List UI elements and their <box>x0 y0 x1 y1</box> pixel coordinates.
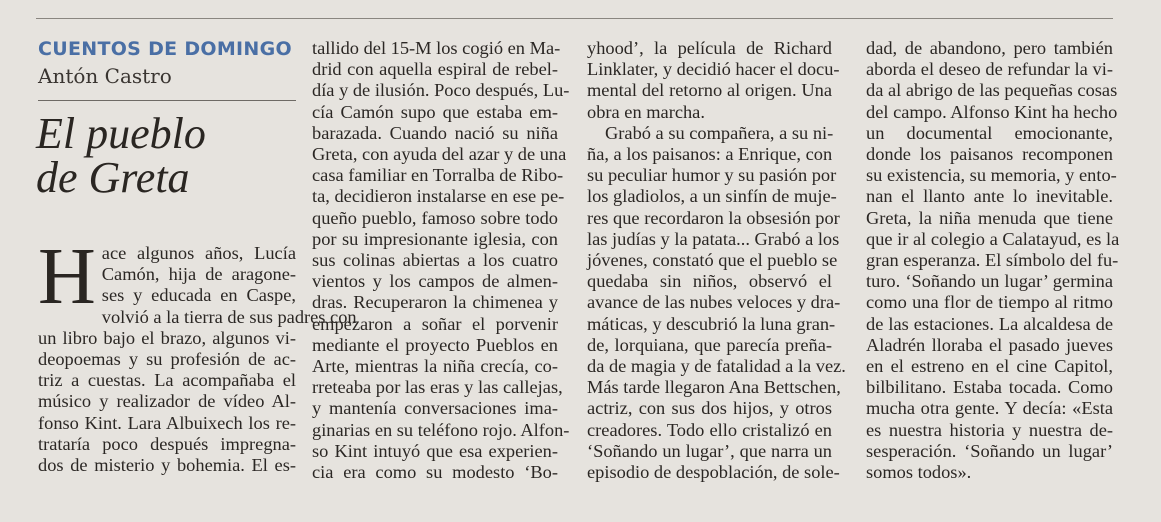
text-line: los gladiolos, a un sinfín de muje- <box>587 186 837 207</box>
headline <box>36 109 298 202</box>
text-line: quedaba sin niños, observó el <box>587 271 832 292</box>
text-line: máticas, y descubrió la luna gran- <box>587 313 836 334</box>
text-line: cia era como su modesto ‘Bo- <box>312 462 558 483</box>
article-column-3 <box>587 38 846 483</box>
text-line: en el estreno en el cine Capitol, <box>866 356 1113 377</box>
text-line: es nuestra historia y nuestra de- <box>866 419 1113 440</box>
headline-line: de Greta <box>36 153 190 202</box>
drop-cap: H <box>38 233 96 321</box>
text-line: Linklater, y decidió hacer el docu- <box>587 59 840 80</box>
text-line: queño pueblo, famoso sobre todo <box>312 207 558 228</box>
text-line: jóvenes, constató que el pueblo se <box>587 250 838 271</box>
text-line: Grabó a su compañera, a su ni- <box>605 122 834 143</box>
text-line: ta, decidieron instalarse en ese pe- <box>312 186 565 207</box>
text-line: da de magia y de fatalidad a la vez. <box>587 356 846 377</box>
text-line: obra en marcha. <box>587 101 705 122</box>
text-line: donde los paisanos recomponen <box>866 144 1113 165</box>
text-line: mental del retorno al origen. Una <box>587 80 832 101</box>
text-line: Arte, mientras la niña crecía, co- <box>312 356 558 377</box>
text-line: deopoemas y su profesión de ac- <box>38 349 296 370</box>
bleed-through-text <box>0 0 1161 16</box>
text-line: un libro bajo el brazo, algunos vi- <box>38 327 296 348</box>
text-line: y mantenía conversaciones ima- <box>312 398 558 419</box>
text-line: mediante el proyecto Pueblos en <box>312 334 558 355</box>
byline-rule <box>38 100 296 101</box>
text-line: músico y realizador de vídeo Al- <box>38 391 296 412</box>
text-line: da al abrigo de las pequeñas cosas <box>866 80 1118 101</box>
text-line: como una flor de tiempo al ritmo <box>866 292 1113 313</box>
article-column-4 <box>866 38 1120 483</box>
text-line: volvió a la tierra de sus padres con <box>101 306 357 327</box>
headline-line: El pueblo <box>36 109 206 158</box>
text-line: trataría poco después impregna- <box>38 433 296 454</box>
text-line: episodio de despoblación, de sole- <box>587 462 840 483</box>
text-line: creadores. Todo ello cristalizó en <box>587 419 832 440</box>
text-line: empezaron a soñar el porvenir <box>312 313 558 334</box>
text-line: nan el llanto ante lo inevitable. <box>866 186 1113 207</box>
text-line: bilbilitano. Estaba tocada. Como <box>866 377 1113 398</box>
text-line: de las estaciones. La alcaldesa de <box>866 313 1113 334</box>
text-line: Aladrén lloraba el pasado jueves <box>866 334 1113 355</box>
text-line: de, lorquiana, que parecía preña- <box>587 334 832 355</box>
text-line: que ir al colegio a Calatayud, es la <box>866 228 1120 249</box>
text-line: Greta, con ayuda del azar y de una <box>312 144 567 165</box>
text-line: ña, a los paisanos: a Enrique, con <box>587 144 833 165</box>
text-line: día y de ilusión. Poco después, Lu- <box>312 80 570 101</box>
text-line: cía Camón supo que estaba em- <box>312 101 558 122</box>
text-line: ses y educada en Caspe, <box>101 285 296 306</box>
text-line: yhood’, la película de Richard <box>587 38 832 58</box>
text-line: so Kint intuyó que esa experien- <box>312 440 558 461</box>
text-line: gran esperanza. El símbolo del fu- <box>866 250 1119 271</box>
text-line: sus colinas abiertas a los cuatro <box>312 250 558 271</box>
text-line: por su impresionante iglesia, con <box>312 228 558 249</box>
text-line: fonso Kint. Lara Albuixech los re- <box>38 412 296 433</box>
text-line: su existencia, su memoria, y ento- <box>866 165 1117 186</box>
text-line: Greta, la niña menuda que tiene <box>866 207 1113 228</box>
text-line: ace algunos años, Lucía <box>101 243 296 263</box>
text-line: tallido del 15-M los cogió en Ma- <box>312 38 561 58</box>
text-line: dras. Recuperaron la chimenea y <box>312 292 558 313</box>
top-rule <box>36 18 1113 19</box>
text-line: somos todos». <box>866 462 972 483</box>
text-line: vientos y los campos de almen- <box>312 271 558 292</box>
text-line: rreteaba por las eras y las callejas, <box>312 377 563 398</box>
text-line: ‘Soñando un lugar’, que narra un <box>587 440 832 461</box>
text-line: barazada. Cuando nació su niña <box>312 122 558 143</box>
text-line: sesperación. ‘Soñando un lugar’ <box>866 440 1113 461</box>
text-line: avance de las nubes veloces y dra- <box>587 292 841 313</box>
text-line: actriz, con sus dos hijos, y otros <box>587 398 832 419</box>
text-line: del campo. Alfonso Kint ha hecho <box>866 101 1118 122</box>
text-line: dos de misterio y bohemia. El es- <box>38 455 296 476</box>
text-line: triz a cuestas. La acompañaba el <box>38 370 296 391</box>
text-line: res que recordaron la obsesión por <box>587 207 840 228</box>
text-line: mucha otra gente. Y decía: «Esta <box>866 398 1113 419</box>
text-line: su peculiar humor y su pasión por <box>587 165 837 186</box>
article-column-1 <box>38 233 357 476</box>
text-line: turo. ‘Soñando un lugar’ germina <box>866 271 1113 292</box>
text-line: aborda el deseo de refundar la vi- <box>866 59 1113 80</box>
text-line: dad, de abandono, pero también <box>866 38 1113 58</box>
text-line: un documental emocionante, <box>866 122 1113 143</box>
article-column-2 <box>312 38 570 483</box>
text-line: ginarias en su teléfono rojo. Alfon- <box>312 419 570 440</box>
text-line: las judías y la patata... Grabó a los <box>587 228 840 249</box>
author-byline: Antón Castro <box>38 64 172 88</box>
section-kicker: CUENTOS DE DOMINGO <box>38 38 292 60</box>
text-line: drid con aquella espiral de rebel- <box>312 59 558 80</box>
text-line: Camón, hija de aragone- <box>101 264 296 285</box>
text-line: casa familiar en Torralba de Ribo- <box>312 165 564 186</box>
text-line: Más tarde llegaron Ana Bettschen, <box>587 377 841 398</box>
